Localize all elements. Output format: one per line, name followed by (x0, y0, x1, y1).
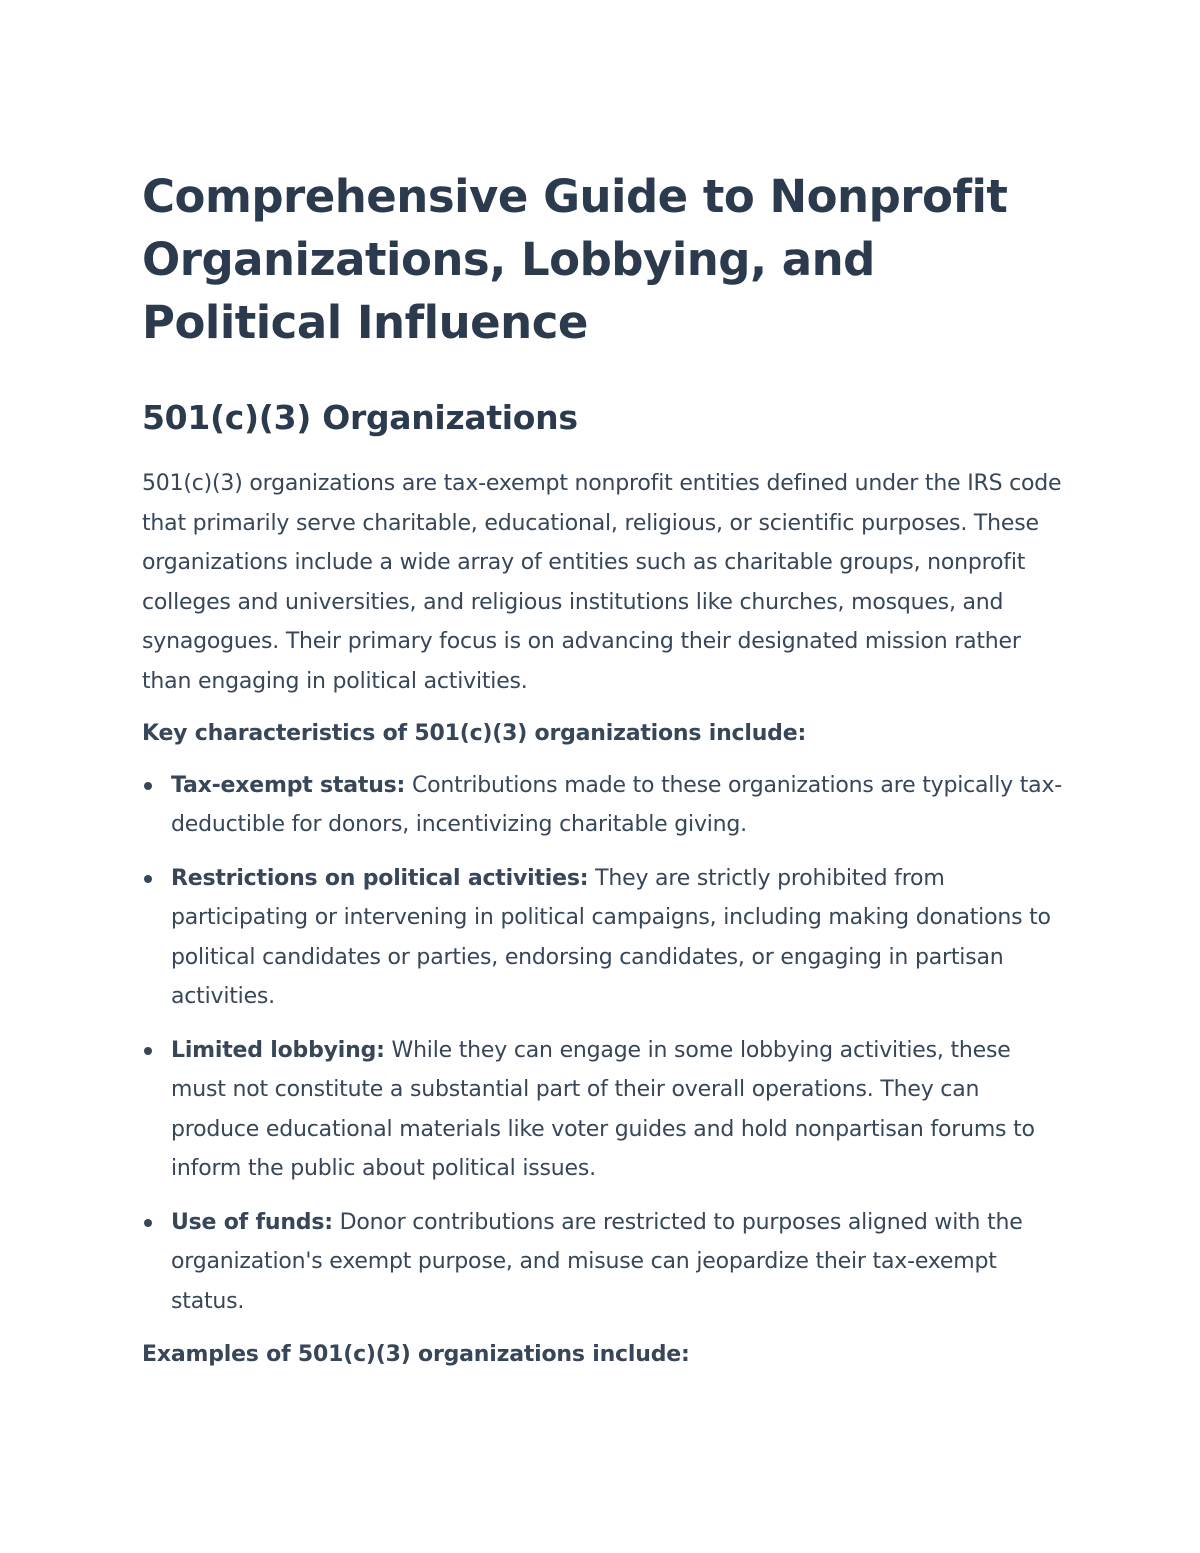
examples-heading: Examples of 501(c)(3) organizations include: (142, 1342, 690, 1367)
characteristics-list (142, 766, 1067, 1322)
list-item-term: Limited lobbying: (171, 1037, 385, 1063)
list-item-term: Restrictions on political activities: (171, 865, 589, 891)
list-item-text: Contributions made to these organizations are typically tax-deductible for donors, incentivizing charitable giving. (171, 772, 1063, 837)
characteristics-heading: Key characteristics of 501(c)(3) organizations include: (142, 721, 807, 746)
list-item (142, 859, 1067, 1017)
list-item-text: Donor contributions are restricted to purposes aligned with the organization's exempt purpose, and misuse can jeopardize their tax-exempt status. (171, 1209, 1023, 1314)
bullet-icon (144, 1219, 152, 1227)
intro-paragraph: 501(c)(3) organizations are tax-exempt nonprofit entities defined under the IRS code that primarily serve charitable, educational, religious, or scientific purposes. These organizations include a wide array of entities such as charitable groups, nonprofit colleges and universities, and religious institutions like churches, mosques, and synagogues. Their primary focus is on advancing their designated mission rather than engaging in political activities. (142, 471, 1062, 694)
document-page (142, 165, 1067, 1375)
list-item-text: While they can engage in some lobbying activities, these must not constitute a substantial part of their overall operations. They can produce educational materials like voter guides and hold nonpartisan forums to inform the public about political issues. (171, 1037, 1035, 1181)
list-item (142, 766, 1067, 845)
section-heading: 501(c)(3) Organizations (142, 398, 578, 437)
bullet-icon (144, 1047, 152, 1055)
bullet-icon (144, 875, 152, 883)
bullet-icon (144, 782, 152, 790)
list-item-term: Use of funds: (171, 1209, 333, 1235)
list-item (142, 1203, 1067, 1322)
list-item-term: Tax-exempt status: (171, 772, 406, 798)
list-item-text: They are strictly prohibited from participating or intervening in political campaigns, including making donations to political candidates or parties, endorsing candidates, or engaging in partisan activities. (171, 865, 1051, 1009)
document-title: Comprehensive Guide to Nonprofit Organizations, Lobbying, and Political Influence (142, 170, 1008, 349)
list-item (142, 1031, 1067, 1189)
